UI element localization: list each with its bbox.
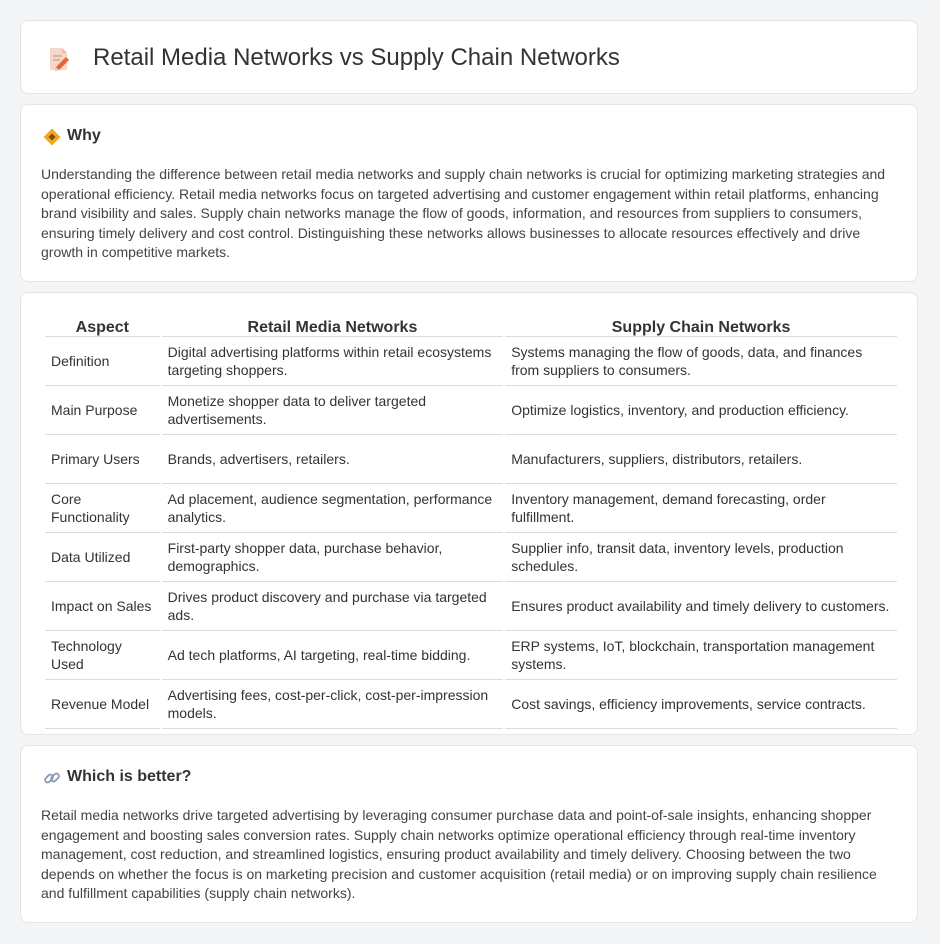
table-row xyxy=(45,337,897,386)
row-retail-media: Digital advertising platforms within retail ecosystems targeting shoppers. xyxy=(162,337,504,386)
which-is-better-section xyxy=(20,745,918,923)
why-section xyxy=(20,104,918,282)
comparison-section xyxy=(20,292,918,735)
table-row xyxy=(45,435,897,484)
diamond-sign-icon xyxy=(43,128,61,146)
better-text: Retail media networks drive targeted advertising by leveraging consumer purchase data and point-of-sale insights, enhancing shopper engagement and boosting sales conversion rates. Supply chain networks optimize operational efficiency through real-time inventory management, cost reduction, and streamlined logistics, ensuring product availability and timely delivery. Choosing between the two depends on whether the focus is on marketing precision and customer acquisition (retail media) or on improving supply chain resilience and fulfillment capabilities (supply chain networks). xyxy=(41,807,877,901)
table-row xyxy=(45,680,897,729)
header-supply-chain: Supply Chain Networks xyxy=(505,315,897,337)
row-supply-chain: Ensures product availability and timely delivery to customers. xyxy=(505,582,897,631)
row-supply-chain: Optimize logistics, inventory, and production efficiency. xyxy=(505,386,897,435)
row-supply-chain: Supplier info, transit data, inventory levels, production schedules. xyxy=(505,533,897,582)
table-row xyxy=(45,484,897,533)
header-aspect: Aspect xyxy=(45,315,160,337)
row-supply-chain: Manufacturers, suppliers, distributors, retailers. xyxy=(505,435,897,484)
table-row xyxy=(45,631,897,680)
row-retail-media: Ad tech platforms, AI targeting, real-time bidding. xyxy=(162,631,504,680)
header-retail-media: Retail Media Networks xyxy=(162,315,504,337)
row-aspect: Revenue Model xyxy=(45,680,160,729)
table-row xyxy=(45,533,897,582)
row-aspect: Primary Users xyxy=(45,435,160,484)
row-retail-media: Monetize shopper data to deliver targeted advertisements. xyxy=(162,386,504,435)
row-aspect: Impact on Sales xyxy=(45,582,160,631)
row-supply-chain: ERP systems, IoT, blockchain, transportation management systems. xyxy=(505,631,897,680)
better-heading: Which is better? xyxy=(67,768,192,785)
table-row xyxy=(45,582,897,631)
row-retail-media: Drives product discovery and purchase via targeted ads. xyxy=(162,582,504,631)
document-pencil-icon xyxy=(47,46,71,72)
why-heading: Why xyxy=(67,127,101,144)
row-retail-media: Brands, advertisers, retailers. xyxy=(162,435,504,484)
row-retail-media: First-party shopper data, purchase behavior, demographics. xyxy=(162,533,504,582)
page-title: Retail Media Networks vs Supply Chain Networks xyxy=(93,44,620,71)
why-text: Understanding the difference between retail media networks and supply chain networks is crucial for optimizing marketing strategies and operational efficiency. Retail media networks focus on targeted advertising and customer engagement within retail platforms, enhancing brand visibility and sales. Supply chain networks manage the flow of goods, information, and resources from suppliers to consumers, ensuring timely delivery and cost control. Distinguishing these networks allows businesses to allocate resources effectively and drive growth in competitive markets. xyxy=(41,166,886,260)
row-aspect: Definition xyxy=(45,337,160,386)
row-supply-chain: Inventory management, demand forecasting, order fulfillment. xyxy=(505,484,897,533)
header-card xyxy=(20,20,918,94)
row-retail-media: Ad placement, audience segmentation, performance analytics. xyxy=(162,484,504,533)
row-retail-media: Advertising fees, cost-per-click, cost-per-impression models. xyxy=(162,680,504,729)
row-supply-chain: Systems managing the flow of goods, data, and finances from suppliers to consumers. xyxy=(505,337,897,386)
row-supply-chain: Cost savings, efficiency improvements, service contracts. xyxy=(505,680,897,729)
table-row xyxy=(45,386,897,435)
comparison-table xyxy=(43,315,899,729)
row-aspect: Data Utilized xyxy=(45,533,160,582)
row-aspect: Technology Used xyxy=(45,631,160,680)
link-icon xyxy=(43,769,61,787)
row-aspect: Main Purpose xyxy=(45,386,160,435)
row-aspect: Core Functionality xyxy=(45,484,160,533)
table-header-row xyxy=(45,315,897,337)
